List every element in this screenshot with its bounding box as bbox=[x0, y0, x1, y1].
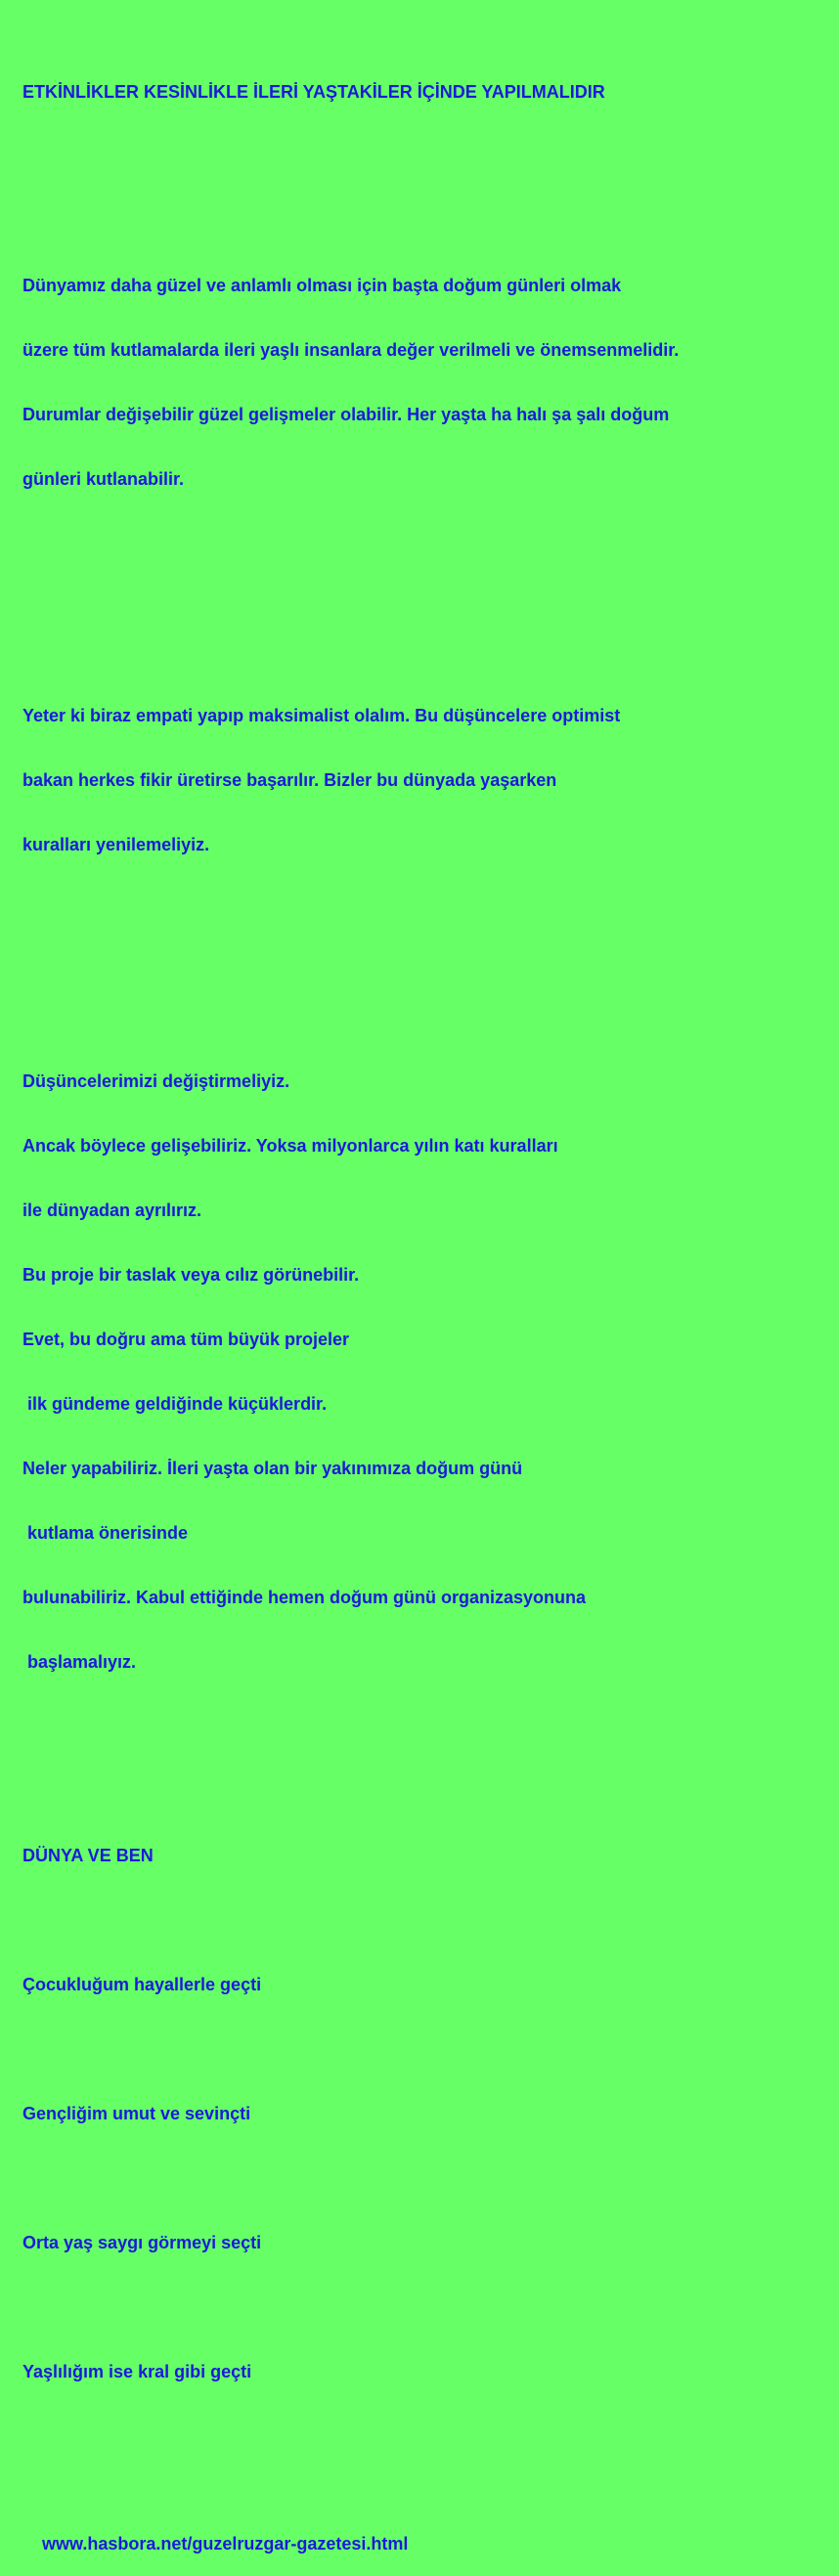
poem-title: DÜNYA VE BEN bbox=[22, 1846, 154, 1865]
spacer bbox=[22, 1909, 834, 1931]
paragraph-line: Neler yapabiliriz. İleri yaşta olan bir yakınımıza doğum günü bbox=[22, 1459, 523, 1478]
spacer bbox=[22, 1759, 834, 1780]
article bbox=[22, 38, 834, 2554]
paragraph-line: ile dünyadan ayrılırız. bbox=[22, 1201, 202, 1220]
article-title: ETKİNLİKLER KESİNLİKLE İLERİ YAŞTAKİLER İÇİNDE YAPILMALIDIR bbox=[22, 82, 605, 102]
poem-line: Çocukluğum hayallerle geçti bbox=[22, 1975, 262, 1994]
spacer bbox=[22, 941, 834, 963]
spacer bbox=[22, 2296, 834, 2318]
paragraph-line: Bu proje bir taslak veya cılız görünebilir. bbox=[22, 1265, 360, 1285]
paragraph-line: Düşüncelerimizi değiştirmeliyiz. bbox=[22, 1071, 290, 1091]
paragraph-line: başlamalıyız. bbox=[22, 1652, 137, 1672]
paragraph-line: kutlama önerisinde bbox=[22, 1523, 189, 1543]
paragraph-line: Ancak böylece gelişebiliriz. Yoksa milyonlarca yılın katı kuralları bbox=[22, 1136, 558, 1156]
poem-line: Yaşlılığım ise kral gibi geçti bbox=[22, 2362, 252, 2381]
paragraph-line: günleri kutlanabilir. bbox=[22, 469, 185, 489]
paragraph-line: Yeter ki biraz empati yapıp maksimalist olalım. Bu düşüncelere optimist bbox=[22, 706, 621, 725]
paragraph-1 bbox=[22, 232, 834, 533]
paragraph-line: Dünyamız daha güzel ve anlamlı olması için başta doğum günleri olmak bbox=[22, 276, 622, 295]
paragraph-line: bulunabiliriz. Kabul ettiğinde hemen doğum günü organizasyonuna bbox=[22, 1588, 587, 1607]
website-link[interactable]: www.hasbora.net/guzelruzgar-gazetesi.html bbox=[42, 2534, 409, 2554]
spacer bbox=[22, 576, 834, 597]
spacer bbox=[22, 2167, 834, 2189]
spacer bbox=[22, 2425, 834, 2447]
paragraph-line: ilk gündeme geldiğinde küçüklerdir. bbox=[22, 1394, 328, 1414]
paragraph-line: Evet, bu doğru ama tüm büyük projeler bbox=[22, 1330, 350, 1349]
poem-line: Gençliğim umut ve sevinçti bbox=[22, 2104, 251, 2123]
paragraph-2 bbox=[22, 662, 834, 898]
spacer bbox=[22, 146, 834, 167]
paragraph-line: üzere tüm kutlamalarda ileri yaşlı insanlara değer verilmeli ve önemsenmelidir. bbox=[22, 340, 680, 360]
paragraph-line: bakan herkes fikir üretirse başarılır. Bizler bu dünyada yaşarken bbox=[22, 770, 557, 790]
footer-link-line bbox=[22, 2511, 834, 2554]
paragraph-line: Durumlar değişebilir güzel gelişmeler olabilir. Her yaşta ha halı şa şalı doğum bbox=[22, 405, 670, 424]
poem-line: Orta yaş saygı görmeyi seçti bbox=[22, 2233, 262, 2252]
paragraph-3 bbox=[22, 1027, 834, 1716]
paragraph-line: kuralları yenilemeliyiz. bbox=[22, 835, 210, 854]
spacer bbox=[22, 2038, 834, 2060]
